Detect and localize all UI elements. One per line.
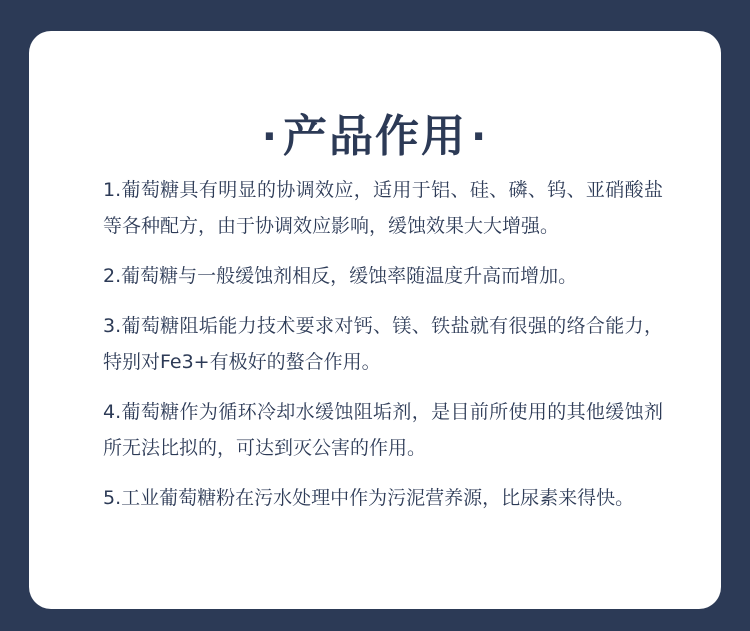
title-right-dot: · <box>471 114 489 160</box>
function-item-5: 5.工业葡萄糖粉在污水处理中作为污泥营养源，比尿素来得快。 <box>103 487 635 509</box>
function-item-3: 3.葡萄糖阻垢能力技术要求对钙、镁、铁盐就有很强的络合能力，特别对Fe3+有极好的螯合作用。 <box>103 315 663 373</box>
function-item-2: 2.葡萄糖与一般缓蚀剂相反，缓蚀率随温度升高而增加。 <box>103 265 578 287</box>
function-item-1: 1.葡萄糖具有明显的协调效应，适用于铝、硅、磷、钨、亚硝酸盐等各种配方，由于协调效应影响，缓蚀效果大大增强。 <box>103 179 663 237</box>
function-list <box>103 172 663 530</box>
function-item-4: 4.葡萄糖作为循环冷却水缓蚀阻垢剂，是目前所使用的其他缓蚀剂所无法比拟的，可达到灭公害的作用。 <box>103 401 663 459</box>
page-title <box>29 109 721 165</box>
title-text: 产品作用 <box>283 111 467 162</box>
title-left-dot: · <box>261 114 279 160</box>
